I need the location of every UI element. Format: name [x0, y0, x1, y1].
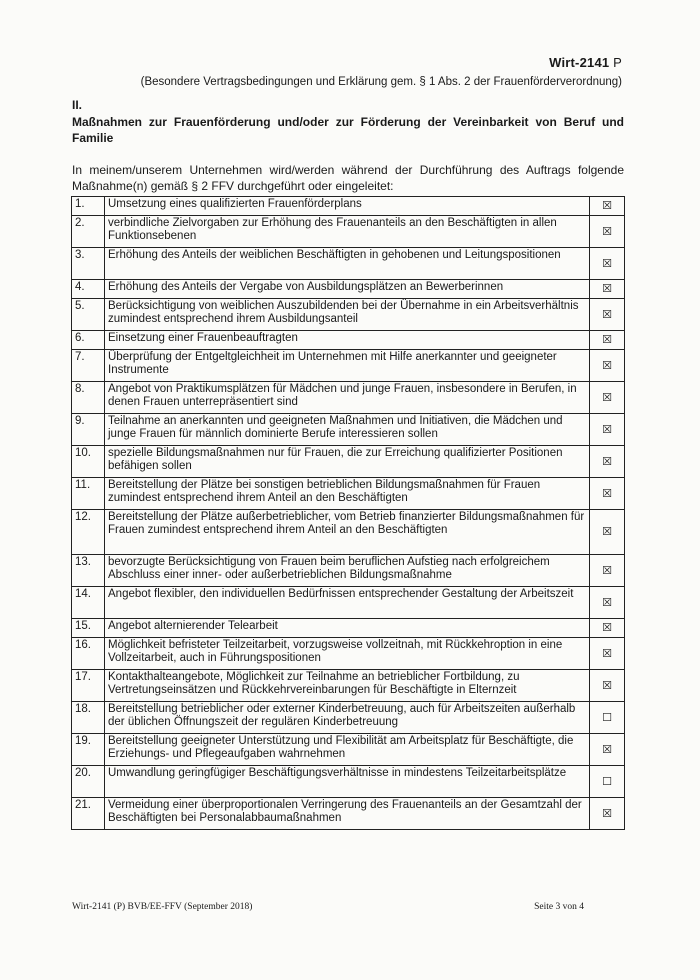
- measure-number: 14.: [72, 587, 105, 619]
- table-row: [72, 555, 625, 587]
- measure-checkbox[interactable]: ☐: [590, 766, 625, 798]
- measure-checkbox[interactable]: ☐: [590, 702, 625, 734]
- form-code-number: Wirt-2141: [549, 55, 610, 70]
- measure-text: Angebot alternierender Telearbeit: [105, 619, 590, 638]
- footer-form-reference: Wirt-2141 (P) BVB/EE-FFV (September 2018): [72, 902, 253, 912]
- table-row: [72, 638, 625, 670]
- table-row: [72, 350, 625, 382]
- table-row: [72, 510, 625, 555]
- measure-number: 12.: [72, 510, 105, 555]
- measure-text: Teilnahme an anerkannten und geeigneten Maßnahmen und Initiativen, die Mädchen und junge Frauen für männlich dominierte Berufe interessieren sollen: [105, 414, 590, 446]
- measure-text: Bereitstellung der Plätze außerbetrieblicher, vom Betrieb finanzierter Bildungsmaßnahmen für Frauen zumindest entsprechend ihrem Anteil an den Beschäftigten: [105, 510, 590, 555]
- table-row: [72, 216, 625, 248]
- measure-checkbox[interactable]: ☒: [590, 638, 625, 670]
- measure-text: spezielle Bildungsmaßnahmen nur für Frauen, die zur Erreichung qualifizierter Positionen befähigen sollen: [105, 446, 590, 478]
- form-subtitle: (Besondere Vertragsbedingungen und Erklärung gem. § 1 Abs. 2 der Frauenförderverordnung): [140, 76, 622, 88]
- measure-checkbox[interactable]: ☒: [590, 510, 625, 555]
- measure-number: 10.: [72, 446, 105, 478]
- measure-number: 17.: [72, 670, 105, 702]
- measure-number: 20.: [72, 766, 105, 798]
- measure-number: 9.: [72, 414, 105, 446]
- measure-text: Umsetzung eines qualifizierten Frauenförderplans: [105, 197, 590, 216]
- table-row: [72, 478, 625, 510]
- measure-text: Bereitstellung betrieblicher oder externer Kinderbetreuung, auch für Arbeitszeiten außerhalb der üblichen Öffnungszeit der regulären Kinderbetreuung: [105, 702, 590, 734]
- measure-text: Angebot flexibler, den individuellen Bedürfnissen entsprechender Gestaltung der Arbeitszeit: [105, 587, 590, 619]
- measure-checkbox[interactable]: ☒: [590, 382, 625, 414]
- measure-text: Berücksichtigung von weiblichen Auszubildenden bei der Übernahme in ein Arbeitsverhältnis zumindest entsprechend ihrem Ausbildungsanteil: [105, 299, 590, 331]
- table-row: [72, 248, 625, 280]
- table-row: [72, 702, 625, 734]
- measure-text: Bereitstellung der Plätze bei sonstigen betrieblichen Bildungsmaßnahmen für Frauen zumindest entsprechend ihrem Anteil an den Beschäftigten: [105, 478, 590, 510]
- section-measures: [72, 98, 624, 194]
- measure-text: Angebot von Praktikumsplätzen für Mädchen und junge Frauen, insbesondere in Berufen, in denen Frauen unterrepräsentiert sind: [105, 382, 590, 414]
- measure-number: 11.: [72, 478, 105, 510]
- table-row: [72, 280, 625, 299]
- section-number: II.: [72, 98, 83, 112]
- measure-number: 16.: [72, 638, 105, 670]
- table-row: [72, 587, 625, 619]
- measure-checkbox[interactable]: ☒: [590, 478, 625, 510]
- measure-number: 4.: [72, 280, 105, 299]
- measure-text: bevorzugte Berücksichtigung von Frauen beim beruflichen Aufstieg nach erfolgreichem Abschluss einer inner- oder außerbetrieblichen Bildungsmaßnahme: [105, 555, 590, 587]
- measure-number: 18.: [72, 702, 105, 734]
- measure-checkbox[interactable]: ☒: [590, 350, 625, 382]
- measure-number: 3.: [72, 248, 105, 280]
- table-row: [72, 766, 625, 798]
- measure-text: verbindliche Zielvorgaben zur Erhöhung des Frauenanteils an den Beschäftigten in allen Funktionsebenen: [105, 216, 590, 248]
- measure-checkbox[interactable]: ☒: [590, 587, 625, 619]
- measure-number: 1.: [72, 197, 105, 216]
- measure-text: Bereitstellung geeigneter Unterstützung und Flexibilität am Arbeitsplatz für Beschäftigte, die Erziehungs- und Pflegeaufgaben wahrnehmen: [105, 734, 590, 766]
- measure-number: 13.: [72, 555, 105, 587]
- table-row: [72, 331, 625, 350]
- form-code-variant: P: [613, 55, 622, 70]
- measure-checkbox[interactable]: ☒: [590, 734, 625, 766]
- measure-number: 8.: [72, 382, 105, 414]
- measure-number: 5.: [72, 299, 105, 331]
- measure-text: Möglichkeit befristeter Teilzeitarbeit, vorzugsweise vollzeitnah, mit Rückkehroption in eine Vollzeitarbeit, auch in Führungspositionen: [105, 638, 590, 670]
- table-row: [72, 197, 625, 216]
- measure-checkbox[interactable]: ☒: [590, 798, 625, 830]
- section-heading: Maßnahmen zur Frauenförderung und/oder zur Förderung der Vereinbarkeit von Beruf und Familie: [72, 115, 624, 145]
- measure-text: Überprüfung der Entgeltgleichheit im Unternehmen mit Hilfe anerkannter und geeigneter Instrumente: [105, 350, 590, 382]
- measure-checkbox[interactable]: ☒: [590, 555, 625, 587]
- form-code: [549, 55, 622, 70]
- measure-number: 2.: [72, 216, 105, 248]
- measure-number: 7.: [72, 350, 105, 382]
- table-row: [72, 414, 625, 446]
- measure-checkbox[interactable]: ☒: [590, 670, 625, 702]
- table-row: [72, 619, 625, 638]
- table-row: [72, 299, 625, 331]
- measure-checkbox[interactable]: ☒: [590, 619, 625, 638]
- measure-text: Erhöhung des Anteils der Vergabe von Ausbildungsplätzen an Bewerberinnen: [105, 280, 590, 299]
- measure-checkbox[interactable]: ☒: [590, 414, 625, 446]
- measure-number: 19.: [72, 734, 105, 766]
- table-row: [72, 734, 625, 766]
- measure-text: Umwandlung geringfügiger Beschäftigungsverhältnisse in mindestens Teilzeitarbeitsplätze: [105, 766, 590, 798]
- measure-number: 21.: [72, 798, 105, 830]
- measure-text: Erhöhung des Anteils der weiblichen Beschäftigten in gehobenen und Leitungspositionen: [105, 248, 590, 280]
- table-row: [72, 446, 625, 478]
- footer-page-number: Seite 3 von 4: [534, 902, 584, 912]
- measure-checkbox[interactable]: ☒: [590, 197, 625, 216]
- table-row: [72, 670, 625, 702]
- table-row: [72, 382, 625, 414]
- measure-checkbox[interactable]: ☒: [590, 331, 625, 350]
- measures-table: [71, 196, 625, 830]
- table-row: [72, 798, 625, 830]
- measure-checkbox[interactable]: ☒: [590, 299, 625, 331]
- measure-number: 15.: [72, 619, 105, 638]
- measure-text: Kontakthalteangebote, Möglichkeit zur Teilnahme an betrieblicher Fortbildung, zu Vertretungseinsätzen und Rückkehrvereinbarungen für Beschäftigte in Elternzeit: [105, 670, 590, 702]
- measure-number: 6.: [72, 331, 105, 350]
- measure-checkbox[interactable]: ☒: [590, 446, 625, 478]
- measure-checkbox[interactable]: ☒: [590, 248, 625, 280]
- measure-checkbox[interactable]: ☒: [590, 280, 625, 299]
- measure-text: Vermeidung einer überproportionalen Verringerung des Frauenanteils an der Gesamtzahl der Beschäftigten bei Personalabbaumaßnahmen: [105, 798, 590, 830]
- section-intro: In meinem/unserem Unternehmen wird/werden während der Durchführung des Auftrags folgende Maßnahme(n) gemäß § 2 FFV durchgeführt oder eingeleitet:: [72, 163, 624, 193]
- measure-checkbox[interactable]: ☒: [590, 216, 625, 248]
- measure-text: Einsetzung einer Frauenbeauftragten: [105, 331, 590, 350]
